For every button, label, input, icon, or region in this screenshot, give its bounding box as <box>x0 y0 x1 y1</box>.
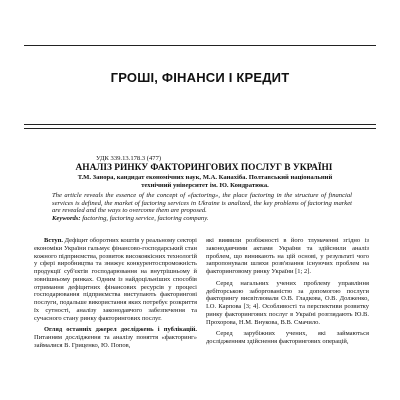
section-title: ГРОШІ, ФІНАНСИ І КРЕДИТ <box>110 70 290 85</box>
intro-paragraph <box>34 237 197 322</box>
body-column-left <box>34 237 197 350</box>
keywords-text: factoring, factoring service, factoring company. <box>80 214 209 222</box>
top-rule <box>24 45 376 46</box>
authors-line-1: Т.М. Занора, кандидат економічних наук, М.А. Канахіба. Полтавський національний <box>77 174 333 181</box>
review-text: Питанням дослідження та аналізу поняття «факторинг» займалися В. Гриценко, Ю. Попов, <box>34 334 197 349</box>
body-column-right <box>206 237 369 346</box>
section-rule-thin <box>24 128 376 129</box>
article-title: АНАЛІЗ РИНКУ ФАКТОРИНГОВИХ ПОСЛУГ В УКРАЇНІ <box>75 163 333 173</box>
keywords-label: Keywords: <box>52 214 81 222</box>
review-paragraph <box>34 326 197 349</box>
article-authors <box>44 174 366 190</box>
section-rule-thick <box>24 124 376 125</box>
right-paragraph-3: Серед зарубіжних учених, які займаються дослідженням здійснення факторингових операцій, <box>206 330 369 345</box>
intro-text: Дефіцит оборотних коштів у реальному секторі економіки України гальмує фінансово-господарський стан кожного підприємства, розвиток високоякісних технологій у сфері виробництва та знижує конкурентоспроможність продукції суб'єктів господарювання на внутрішньому й зовнішньому ринках. Одним із найдоцільніших способів отримання дефіцитних фінансових ресурсів у процесі господарювання підприємства виступають факторингові послуги, подальше використання яких потребує розкриття їх сутності, аналізу законодавчого забезпечення та сучасного стану ринку факторингових послуг. <box>34 237 197 322</box>
authors-line-2: технічний університет ім. Ю. Кондратюка. <box>141 182 269 189</box>
udc-code: УДК 339.13.178.3 (477) <box>96 155 162 162</box>
right-paragraph-1: які виявили розбіжності в його тлумаченні згідно із законодавчими актами України та здійснили аналіз проблем, що виникають на цій основі, у результаті чого запропонували шляхи розв'язання існуючих проблем на факторинговому ринку України [1; 2]. <box>206 237 369 275</box>
keywords <box>52 215 352 223</box>
right-paragraph-2: Серед нагальних учених проблему управління дебіторською заборгованістю за допомогою послуги факторингу висвітлювали О.В. Гладкова, О.В. Долженко, І.О. Карпова [3; 4]. Особливості та перспективи розвитку ринку факторингових послуг в Україні розглядають Ю.В. Прохорова, Н.М. Внукова, В.В. Смачило. <box>206 279 369 326</box>
abstract-text: The article reveals the essence of the concept of «factoring», the place factoring in the structure of financial services is defined, the market of factoring services in Ukraine is analized, the key problems of factoring market are revealed and the ways to overcome them are proposed. <box>52 192 352 215</box>
abstract <box>52 192 352 222</box>
review-label: Огляд останніх джерел досліджень і публікацій. <box>44 326 197 334</box>
intro-label: Вступ. <box>44 237 63 244</box>
